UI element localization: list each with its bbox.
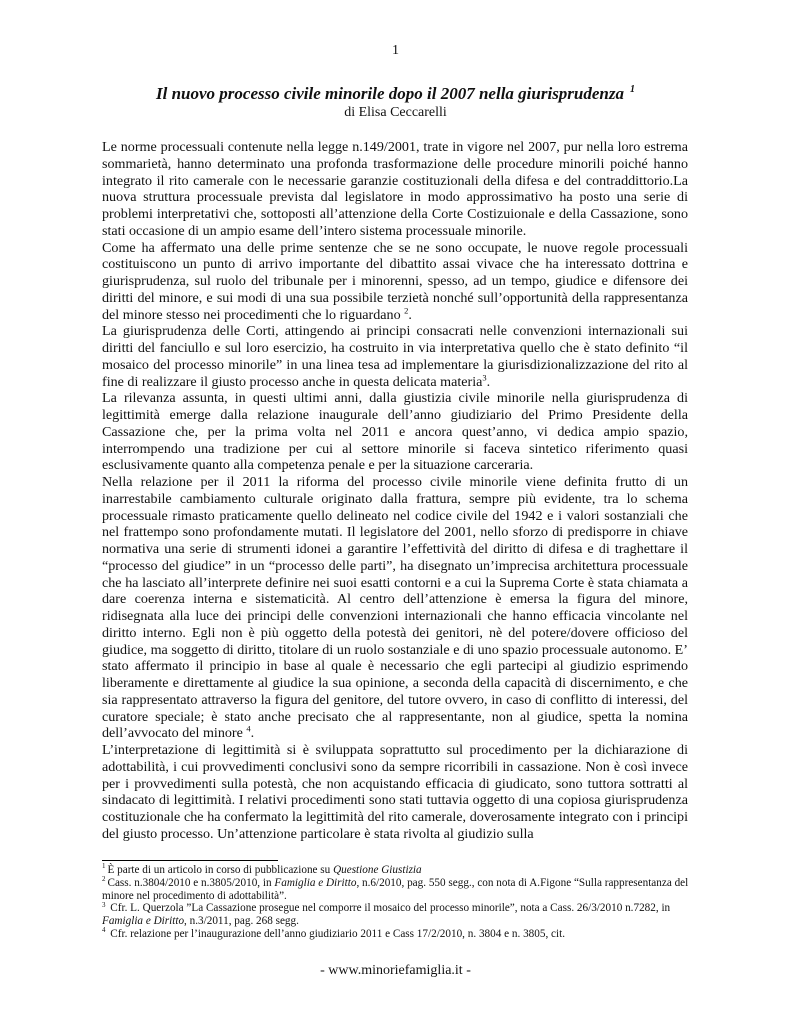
footnote: $^3$ Cfr. L. Querzola ”La Cassazione prosegue nel comporre il mosaico del processo minorile”, nota a Cass. 26/3/2010 n.7282, in Famiglia e Diritto, n.3/2011, pag. 268 segg. [102,900,671,928]
article-title [0,84,791,104]
footer-website[interactable]: - www.minoriefamiglia.it - [320,963,471,978]
page-number: 1 [392,43,399,58]
footnote: $^1$ È parte di un articolo in corso di pubblicazione su Questione Giustizia [102,862,422,876]
paragraph: Come ha affermato una delle prime sentenze che se ne sono occupate, le nuove regole processuali costituiscono un punto di arrivo importante del dibattito assai vivace che ha interessato dottrina e giurisprudenza, sul ruolo del tribunale per i minorenni, spesso, ad un tempo, giudice e difensore dei diritti del minore, e sui modi di una sua possibile terzietà nonché sull’opportunità della rappresentanza del minore stesso nei procedimenti che lo riguardano $^2$. [102,239,688,323]
footnote: $^2$ Cass. n.3804/2010 e n.3805/2010, in Famiglia e Diritto, n.6/2010, pag. 550 segg., con nota di A.Figone “Sulla rappresentanza del minore nel procedimento di adottabilità”. [102,875,689,902]
paragraph: L’interpretazione di legittimità si è sviluppata soprattutto sul procedimento per la dichiarazione di adottabilità, i cui provvedimenti conclusivi sono da sempre ricorribili in cassazione. Non è così invece per i provvedimenti sulla potestà, che non acquistando efficacia di giudicato, sono tuttora sottratti al sindacato di legittimità. I relativi procedimenti sono stati tuttavia oggetto di una copiosa giurisprudenza costituzionale che ha confermato la legittimità del rito camerale, doverosamente integrato con i principi del giusto processo. Un’attenzione particolare è stata rivolta al giudizio sulla [102,742,688,842]
footnotes [102,864,692,941]
footnote-ref[interactable]: 4 [246,723,251,734]
author-line: di Elisa Ceccarelli [344,105,447,120]
footnote-separator [102,860,278,861]
footnote-ref[interactable]: 3 [482,371,487,382]
article-body [102,139,688,843]
paragraph: Nella relazione per il 2011 la riforma del processo civile minorile viene definita frutto di un inarrestabile cambiamento culturale originato dalla frattura, sempre più evidente, tra lo schema processuale rimasto praticamente quello delineato nel codice civile del 1942 e i valori sostanziali che nel frattempo sono profondamente mutati. Il legislatore del 2001, nello sforzo di predisporre in chiave normativa una serie di strumenti idonei a garantire l’effettività del diritto di difesa e di traghettare il “processo del giudice” in un “processo delle parti”, ha disegnato un’imprecisa architettura processuale che ha lasciato all’interprete definire nei suoi esatti contorni e a cui la Suprema Corte è stata chiamata a dare coerenza interna e sistematicità. Al centro dell’attenzione è emersa la figura del minore, ridisegnata alla luce dei principi delle convenzioni internazionali che hanno efficacia vincolante nel diritto interno. Egli non è più oggetto della potestà dei genitori, nè del potere/dovere officioso del giudice, ma soggetto di diritto, titolare di un ruolo sostanziale e di uno spazio processuale autonomo. E’ stato affermato il principio in base al quale è necessario che egli partecipi al giudizio esprimendo liberamente e direttamente al giudice la sua opinione, a seconda della capacità di discernimento, e che sia rappresentato attraverso la figura del genitore, del tutore ovvero, in caso di conflitto di interessi, del curatore speciale; è stato anche precisato che al rappresentante, non al giudice, spetta la nomina dell’avvocato del minore $^4$. [102,474,688,742]
footnote: $^4$ Cfr. relazione per l’inaugurazione dell’anno giudiziario 2011 e Cass 17/2/2010, n. 3804 e n. 3805, cit. [102,926,566,940]
paragraph: La giurisprudenza delle Corti, attingendo ai principi consacrati nelle convenzioni internazionali sui diritti del fanciullo e sul loro esercizio, ha costruito in via interpretativa quello che è stato definito “il mosaico del processo minorile” in una linea tesa ad implementare la giurisdizionalizzazione del rito al fine di realizzare il giusto processo anche in questa delicata materia$^3$. [102,323,688,390]
footnote-ref[interactable]: 2 [404,304,409,315]
title-text: Il nuovo processo civile minorile dopo il 2007 nella giurisprudenza [155,84,624,103]
paragraph: Le norme processuali contenute nella legge n.149/2001, trate in vigore nel 2007, pur nella loro estrema sommarietà, hanno determinato una profonda trasformazione delle procedure minorili poiché hanno integrato il rito camerale con le necessarie garanzie costituzionali della difesa e del contraddittorio.La nuova struttura processuale prevista dal legislatore in modo approssimativo ha posto una serie di problemi interpretativi che, sottoposti all’attenzione della Corte Costizuionale e della Cassazione, sono stati occasione di un ampio esame dell’intero sistema processuale minorile. [102,139,688,239]
paragraph: La rilevanza assunta, in questi ultimi anni, dalla giustizia civile minorile nella giurisprudenza di legittimità emerge dalla relazione inaugurale dell’anno giudiziario del Primo Presidente della Cassazione che, per la prima volta nel 2011 e ancora quest’anno, vi dedica ampio spazio, interrompendo una tradizione per cui al settore minorile si faceva sintetico riferimento quasi esclusivamente quanto alla competenza penale e per la situazione carceraria. [102,390,688,474]
title-footnote-ref[interactable]: 1 [630,84,635,96]
